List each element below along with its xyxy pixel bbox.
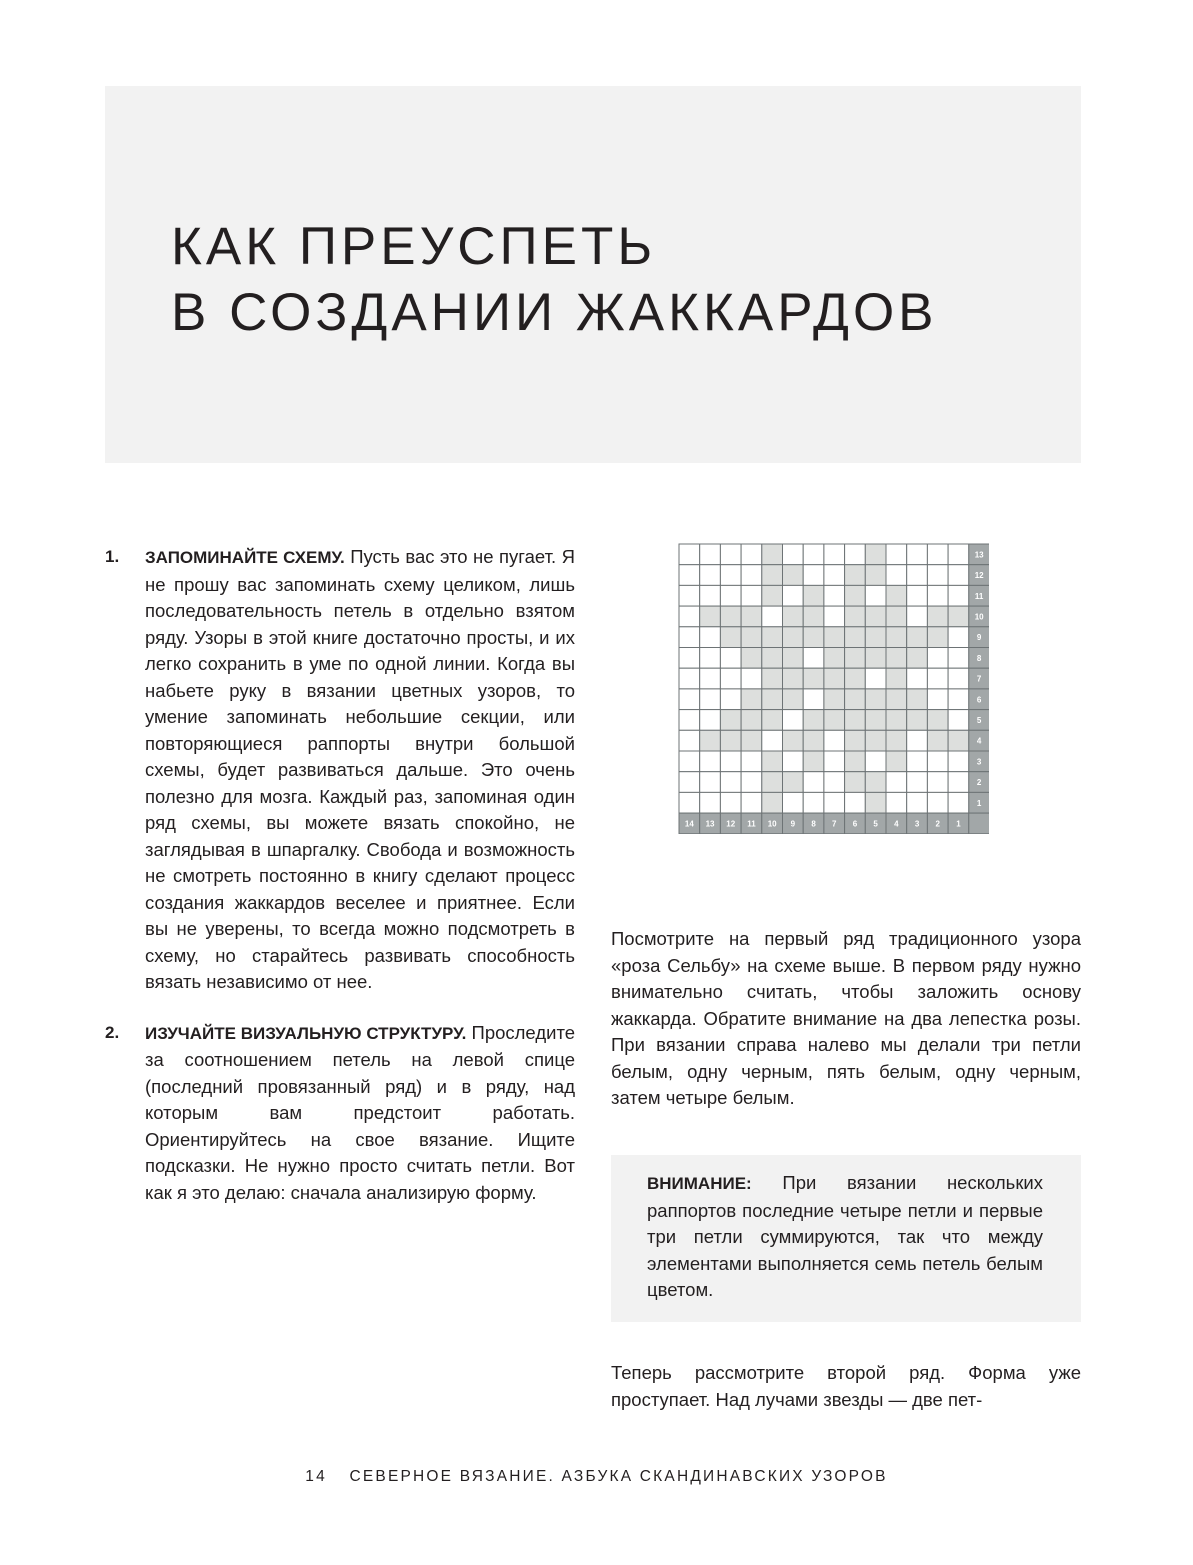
chart-cell [824, 668, 845, 689]
chart-cell [700, 668, 721, 689]
chart-cell [803, 544, 824, 565]
chart-cell [679, 710, 700, 731]
chart-cell [700, 689, 721, 710]
chart-cell [886, 730, 907, 751]
chart-cell [824, 689, 845, 710]
note-label: ВНИМАНИЕ: [647, 1174, 752, 1193]
chart-cell [886, 751, 907, 772]
tip-paragraph [145, 544, 575, 996]
col-label: 9 [790, 819, 796, 829]
row-label: 5 [976, 715, 982, 725]
col-label: 13 [705, 819, 715, 829]
knitting-chart [678, 543, 989, 834]
chart-cell [762, 772, 783, 793]
chart-cell [824, 565, 845, 586]
tip-paragraph [145, 1020, 575, 1207]
tips-list [105, 544, 575, 1230]
chart-cell [803, 751, 824, 772]
chart-cell [803, 710, 824, 731]
chart-cell [741, 544, 762, 565]
chart-cell [679, 689, 700, 710]
row-label: 7 [976, 674, 982, 684]
row-label: 1 [976, 798, 982, 808]
chart-cell [762, 689, 783, 710]
chart-cell [783, 565, 804, 586]
chart-cell [741, 606, 762, 627]
chart-cell [845, 565, 866, 586]
chart-cell [907, 648, 928, 669]
chart-cell [720, 606, 741, 627]
col-label: 8 [811, 819, 816, 829]
chart-cell [927, 627, 948, 648]
chart-cell [783, 648, 804, 669]
chart-cell [679, 606, 700, 627]
page-title-line-2: В СОЗДАНИИ ЖАККАРДОВ [171, 283, 938, 342]
chart-cell [886, 585, 907, 606]
chart-cell [886, 544, 907, 565]
row-two-text: Теперь рассмотрите второй ряд. Форма уже проступает. Над лучами звезды — две пет- [611, 1362, 1081, 1410]
note-paragraph [647, 1170, 1043, 1304]
chart-cell [907, 585, 928, 606]
chart-cell [927, 565, 948, 586]
chart-cell [824, 606, 845, 627]
row-label: 11 [974, 591, 984, 601]
chart-cell [803, 668, 824, 689]
chart-cell [720, 751, 741, 772]
chart-cell [927, 585, 948, 606]
chart-cell [927, 689, 948, 710]
chart-cell [845, 710, 866, 731]
chart-cell [865, 730, 886, 751]
chart-cell [886, 668, 907, 689]
chart-cell [948, 565, 969, 586]
chart-cell [948, 751, 969, 772]
chart-cell [741, 772, 762, 793]
chart-cell [886, 792, 907, 813]
col-label: 10 [767, 819, 777, 829]
chart-cell [845, 772, 866, 793]
chart-cell [948, 772, 969, 793]
chart-cell [803, 689, 824, 710]
tip-item-1 [105, 544, 575, 996]
tip-heading: ЗАПОМИНАЙТЕ СХЕМУ. [145, 548, 345, 567]
chart-cell [886, 648, 907, 669]
chart-cell [700, 606, 721, 627]
chart-cell [803, 792, 824, 813]
chart-cell [886, 606, 907, 627]
chart-cell [720, 689, 741, 710]
col-label: 5 [873, 819, 878, 829]
col-label: 4 [894, 819, 899, 829]
chart-cell [783, 627, 804, 648]
chart-cell [720, 648, 741, 669]
row-one-explanation [611, 926, 1081, 1112]
chart-cell [762, 668, 783, 689]
chart-cell [824, 585, 845, 606]
chart-cell [824, 627, 845, 648]
chart-cell [927, 730, 948, 751]
chart-cell [762, 585, 783, 606]
chart-cell [783, 751, 804, 772]
row-label: 3 [976, 757, 982, 767]
chart-cell [886, 627, 907, 648]
page-number: 14 [305, 1468, 327, 1485]
chart-cell [948, 585, 969, 606]
chart-cell [865, 668, 886, 689]
chart-cell [720, 544, 741, 565]
chart-cell [679, 648, 700, 669]
row-label: 9 [976, 633, 982, 643]
chart-cell [803, 730, 824, 751]
chart-cell [886, 565, 907, 586]
tip-number: 1. [105, 547, 120, 566]
chart-cell [948, 792, 969, 813]
chart-cell [845, 627, 866, 648]
chart-cell [741, 792, 762, 813]
tip-number: 2. [105, 1022, 120, 1042]
row-label: 13 [974, 550, 984, 560]
chart-cell [845, 689, 866, 710]
row-label: 6 [976, 695, 982, 705]
chart-cell [700, 751, 721, 772]
chart-cell [720, 627, 741, 648]
chart-cell [824, 772, 845, 793]
chart-cell [927, 668, 948, 689]
chart-cell [948, 627, 969, 648]
chart-cell [886, 710, 907, 731]
book-title: СЕВЕРНОЕ ВЯЗАНИЕ. АЗБУКА СКАНДИНАВСКИХ УЗОРОВ [349, 1468, 888, 1485]
chart-cell [700, 772, 721, 793]
chart-cell [783, 792, 804, 813]
chart-cell [927, 751, 948, 772]
chart-cell [948, 689, 969, 710]
note-text: При вязании нескольких раппортов последние четыре петли и первые три петли суммируются, так что между элементами выполняется семь петель белым цветом. [647, 1172, 1043, 1300]
chart-cell [845, 792, 866, 813]
chart-cell [783, 772, 804, 793]
col-label: 14 [684, 819, 694, 829]
chart-cell [762, 648, 783, 669]
chart-cell [845, 668, 866, 689]
chart-cell [865, 544, 886, 565]
chart-cell [927, 648, 948, 669]
chart-cell [741, 585, 762, 606]
row-one-text: Посмотрите на первый ряд традиционного узора «роза Сельбу» на схеме выше. В первом ряду нужно внимательно считать, чтобы заложить основу жаккарда. Обратите внимание на два лепестка розы. При вязании справа налево мы делали три петли белым, одну черным, пять белым, одну черным, затем четыре белым. [611, 928, 1081, 1108]
chart-cell [865, 751, 886, 772]
chart-cell [907, 730, 928, 751]
chart-cell [700, 565, 721, 586]
page-footer [0, 1468, 1193, 1486]
chart-cell [865, 689, 886, 710]
chart-cell [824, 792, 845, 813]
tip-item-2 [105, 1020, 575, 1207]
chart-cell [741, 627, 762, 648]
chart-cell [865, 585, 886, 606]
chart-cell [803, 585, 824, 606]
note-box [611, 1155, 1081, 1322]
col-label: 1 [956, 819, 961, 829]
chart-cell [720, 585, 741, 606]
chart-cell [783, 710, 804, 731]
chart-cell [907, 627, 928, 648]
page-title [171, 214, 938, 346]
chart-cell [700, 730, 721, 751]
chart-cell [948, 710, 969, 731]
chart-cell [803, 648, 824, 669]
chart-cell [907, 565, 928, 586]
chart-cell [720, 710, 741, 731]
chart-cell [762, 751, 783, 772]
chart-cell [783, 544, 804, 565]
chart-cell [845, 606, 866, 627]
chart-cell [865, 565, 886, 586]
chart-cell [927, 792, 948, 813]
chart-cell [762, 606, 783, 627]
chart-cell [845, 751, 866, 772]
chart-cell [907, 710, 928, 731]
chart-cell [720, 792, 741, 813]
chart-cell [824, 648, 845, 669]
chart-cell [741, 689, 762, 710]
chart-cell [679, 668, 700, 689]
chart-cell [720, 730, 741, 751]
chart-cell [741, 751, 762, 772]
chart-cell [783, 730, 804, 751]
chart-cell [700, 648, 721, 669]
chart-cell [679, 565, 700, 586]
tip-heading: ИЗУЧАЙТЕ ВИЗУАЛЬНУЮ СТРУКТУРУ. [145, 1023, 467, 1043]
chart-cell [907, 544, 928, 565]
chart-cell [865, 792, 886, 813]
chart-cell [700, 544, 721, 565]
chart-cell [865, 648, 886, 669]
chart-cell [741, 710, 762, 731]
chart-cell [762, 565, 783, 586]
chart-cell [679, 544, 700, 565]
chart-cell [762, 710, 783, 731]
chart-cell [907, 689, 928, 710]
chart-cell [720, 565, 741, 586]
chart-cell [720, 668, 741, 689]
chart-cell [927, 772, 948, 793]
chart-cell [679, 751, 700, 772]
chart-cell [845, 544, 866, 565]
chart-cell [927, 606, 948, 627]
chart-cell [907, 772, 928, 793]
col-label: 3 [914, 819, 920, 829]
chart-cell [803, 606, 824, 627]
chart-cell [948, 730, 969, 751]
chart-cell [865, 627, 886, 648]
chart-cell [741, 730, 762, 751]
chart-cell [803, 627, 824, 648]
chart-cell [700, 627, 721, 648]
chart-cell [741, 648, 762, 669]
chart-cell [886, 772, 907, 793]
tip-text: Пусть вас это не пугает. Я не прошу вас запоминать схему целиком, лишь последовательность петель в отдельно взятом ряду. Узоры в этой книге достаточно просты, и их легко сохранить в уме по одной линии. Когда вы набьете руку в вязании цветных узоров, то умение запоминать небольшие секции, или повторяющиеся раппорты внутри большой схемы, будет развиваться дальше. Это очень полезно для мозга. Каждый раз, запоминая один ряд схемы, вы можете вязать спокойно, не заглядывая в шпаргалку. Свобода и возможность не смотреть постоянно в книгу сделают процесс создания жаккардов веселее и приятнее. Если вы не уверены, то всегда можно подсмотреть в схему, но старайтесь развивать способность вязать независимо от нее. [145, 546, 576, 992]
chart-cell [907, 668, 928, 689]
chart-cell [741, 565, 762, 586]
chart-cell [762, 792, 783, 813]
chart-cell [845, 730, 866, 751]
tip-text: Проследите за соотношением петель на левой спице (последний провязанный ряд) и в ряду, над которым вам предстоит работать. Ориентируйтесь на свое вязание. Ищите подсказки. Не нужно просто считать петли. Вот как я это делаю: сначала анализирую форму. [145, 1021, 575, 1203]
chart-cell [783, 689, 804, 710]
chart-cell [948, 648, 969, 669]
corner-cell [969, 813, 989, 834]
chart-cell [907, 792, 928, 813]
chart-cell [927, 544, 948, 565]
chart-cell [907, 606, 928, 627]
col-label: 7 [832, 819, 837, 829]
chart-cell [824, 751, 845, 772]
page-title-line-1: КАК ПРЕУСПЕТЬ [171, 217, 657, 276]
chart-cell [845, 585, 866, 606]
col-label: 12 [726, 819, 736, 829]
chart-cell [783, 668, 804, 689]
chart-cell [700, 710, 721, 731]
chart-cell [865, 606, 886, 627]
row-label: 12 [974, 571, 984, 581]
knitting-chart-grid [678, 543, 989, 834]
col-label: 2 [935, 819, 940, 829]
chart-cell [865, 710, 886, 731]
chart-cell [762, 544, 783, 565]
chart-cell [679, 627, 700, 648]
chart-cell [762, 730, 783, 751]
chart-cell [824, 710, 845, 731]
title-box [105, 86, 1081, 463]
chart-cell [824, 730, 845, 751]
row-label: 10 [974, 612, 984, 622]
chart-cell [679, 772, 700, 793]
chart-cell [679, 792, 700, 813]
chart-cell [845, 648, 866, 669]
col-label: 6 [852, 819, 858, 829]
chart-cell [679, 585, 700, 606]
chart-cell [948, 668, 969, 689]
chart-cell [927, 710, 948, 731]
chart-cell [907, 751, 928, 772]
chart-cell [720, 772, 741, 793]
chart-cell [803, 772, 824, 793]
chart-cell [700, 792, 721, 813]
chart-cell [948, 544, 969, 565]
chart-cell [886, 689, 907, 710]
row-two-explanation [611, 1360, 1081, 1413]
chart-cell [948, 606, 969, 627]
row-label: 2 [976, 778, 982, 788]
chart-cell [824, 544, 845, 565]
chart-cell [803, 565, 824, 586]
chart-cell [783, 585, 804, 606]
chart-cell [700, 585, 721, 606]
row-label: 4 [976, 736, 982, 746]
chart-cell [865, 772, 886, 793]
chart-cell [679, 730, 700, 751]
chart-cell [741, 668, 762, 689]
row-label: 8 [976, 653, 982, 663]
col-label: 11 [747, 819, 756, 829]
chart-cell [762, 627, 783, 648]
chart-cell [783, 606, 804, 627]
